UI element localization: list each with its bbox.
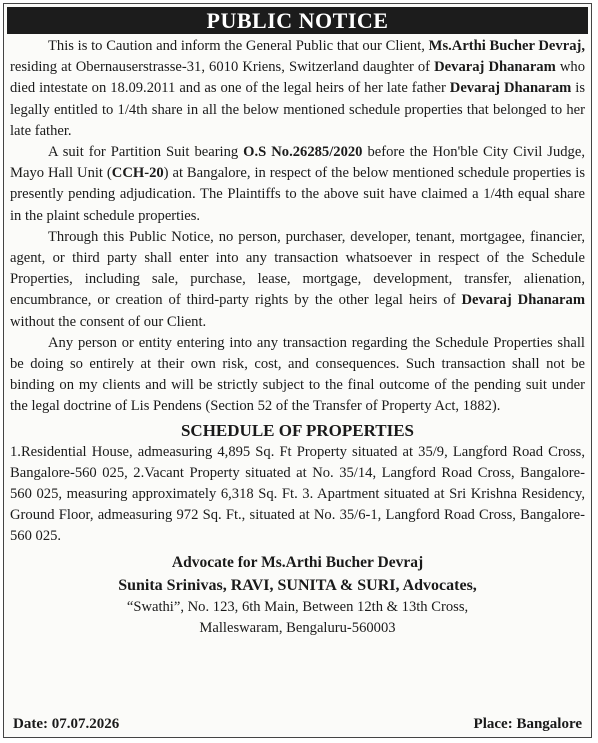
paragraph-suit [10,142,585,227]
notice-title: PUBLIC NOTICE [7,7,588,34]
p1-text-4: is legally entitled to 1/4th share in all the below mentioned schedule properties that belonged to her late father. [10,80,585,139]
firm-name: Sunita Srinivas, RAVI, SUNITA & SURI, Advocates, [118,576,477,594]
advocate-for: Advocate for Ms.Arthi Bucher Devraj [171,553,424,571]
father-name: Devaraj Dhanaram [434,59,556,76]
father-name-3: Devaraj Dhanaram [461,292,585,309]
p2-text-2: before the Hon'ble City Civil Judge, Mayo Hall Unit ( [10,144,585,182]
schedule-text: 1.Residential House, admeasuring 4,895 Sq. Ft Property situated at 35/9, Langford Road Cross, Bangalore-560 025, 2.Vacant Property situated at No. 35/14, Langford Road Cross, Bangalore-560 025, measuring approximately 6,318 Sq. Ft. 3. Apartment situated at Sri Krishna Residency, Ground Floor, admeasuring 972 Sq. Ft., situated at No. 35/6-1, Langford Road Cross, Bangalore-560 025. [10,443,585,545]
address-line-2: Malleswaram, Bengaluru-560003 [199,619,396,636]
p1-text-3: who died intestate on 18.09.2011 and as one of the legal heirs of her late father [10,59,585,97]
p3-text-1: Through this Public Notice, no person, purchaser, developer, tenant, mortgagee, financier, agent, or third party shall enter into any transaction whatsoever in respect of the Schedule Properties, including sale, purchase, lease, mortgage, development, transfer, alienation, encumbrance, or creation of third-party rights by the other legal heirs of [10,228,585,309]
court-code: CCH-20 [111,165,164,182]
suit-number: O.S No.26285/2020 [243,144,363,161]
p2-text-1: A suit for Partition Suit bearing [48,144,239,161]
schedule-title: SCHEDULE OF PROPERTIES [180,420,415,440]
notice-body [4,34,591,639]
p3-text-2: without the consent of our Client. [10,313,207,330]
paragraph-restriction [10,227,585,333]
client-name: Ms.Arthi Bucher Devraj, [428,38,585,54]
p1-text-2: residing at Obernauserstrasse-31, 6010 Kriens, Switzerland daughter of [10,59,431,76]
p2-text-3: ) at Bangalore, in respect of the below mentioned schedule properties is presently pending adjudication. The Plaintiffs to the above suit have claimed a 1/4th equal share in the plaint schedule properties. [10,165,585,224]
paragraph-caution [10,36,585,142]
address-line-1: “Swathi”, No. 123, 6th Main, Between 12th & 13th Cross, [126,598,469,615]
paragraph-risk: Any person or entity entering into any transaction regarding the Schedule Properties shall be doing so entirely at their own risk, cost, and consequences. Such transaction shall not be binding on my clients and will be strictly subject to the final outcome of the pending suit under the legal doctrine of Lis Pendens (Section 52 of the Transfer of Property Act, 1882). [10,334,585,415]
p1-text-1: This is to Caution and inform the General Public that our Client, [48,38,425,54]
notice-place: Place: Bangalore [473,716,582,732]
notice-footer [13,716,582,733]
public-notice [3,3,592,738]
notice-date: Date: 07.07.2026 [13,716,120,732]
father-name-2: Devaraj Dhanaram [449,80,572,97]
